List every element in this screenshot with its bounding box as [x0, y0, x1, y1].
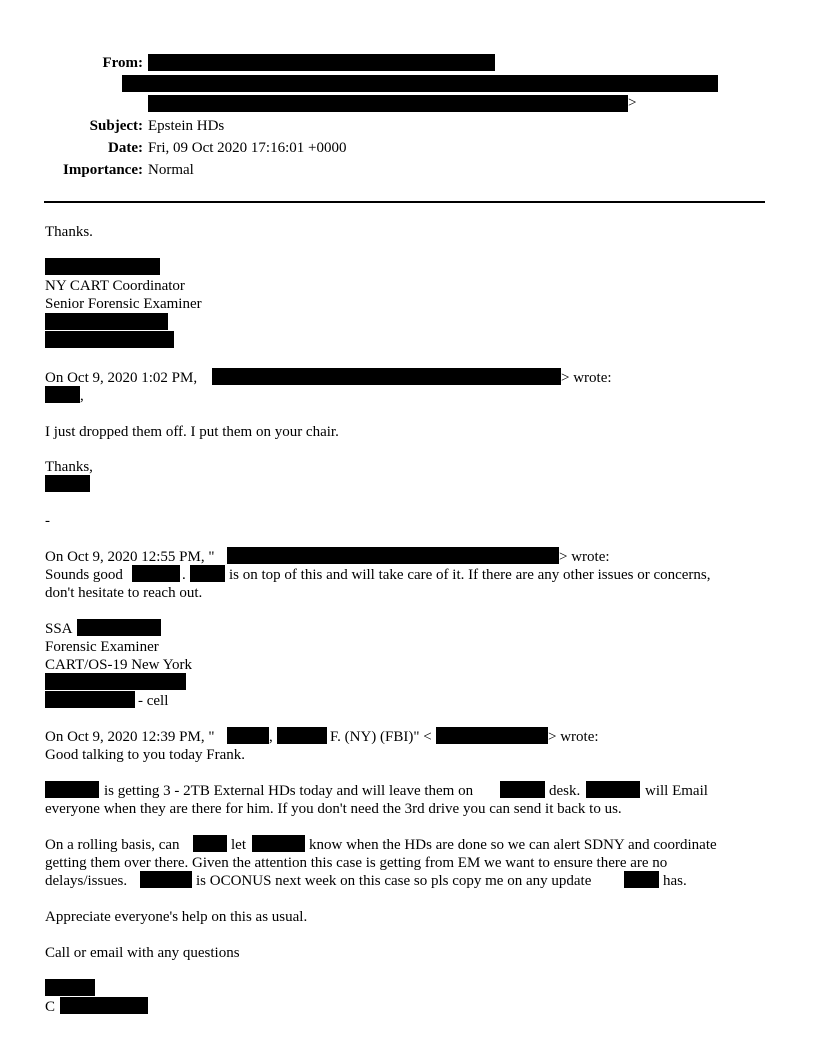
quote-text: Good talking to you today Frank. — [45, 747, 245, 763]
redaction-box — [132, 565, 180, 582]
redaction-box — [277, 727, 327, 744]
redaction-box — [45, 673, 186, 690]
quote-text: Thanks, — [45, 459, 93, 475]
quote-text: getting them over there. Given the attention this case is getting from EM we want to ensure there are no — [45, 855, 668, 871]
redaction-box — [227, 547, 559, 564]
redaction-box — [212, 368, 561, 385]
redaction-box — [227, 727, 269, 744]
quote-header: On Oct 9, 2020 12:55 PM, " — [45, 549, 215, 565]
signature-title: NY CART Coordinator — [45, 278, 185, 294]
importance-label: Importance: — [63, 162, 143, 178]
quote-text: Appreciate everyone's help on this as usual. — [45, 909, 308, 925]
quote-text: will Email — [645, 783, 708, 799]
redaction-box — [45, 475, 90, 492]
signature-title: SSA — [45, 621, 73, 637]
redaction-box — [252, 835, 305, 852]
quote-text: has. — [663, 873, 687, 889]
quote-text: know when the HDs are done so we can alert SDNY and coordinate — [309, 837, 717, 853]
quote-text: Sounds good — [45, 567, 123, 583]
signature-title: C — [45, 999, 56, 1015]
date-label: Date: — [108, 140, 143, 156]
signature-title: - cell — [138, 693, 169, 709]
redaction-box — [45, 781, 99, 798]
quote-text: desk. — [549, 783, 581, 799]
quote-header: , — [269, 729, 273, 745]
redaction-box — [586, 781, 640, 798]
quote-text: Call or email with any questions — [45, 945, 240, 961]
redaction-box — [193, 835, 227, 852]
quote-text: I just dropped them off. I put them on your chair. — [45, 424, 339, 440]
redaction-box — [45, 386, 80, 403]
from-address-tail: > — [628, 95, 637, 111]
quote-text: is getting 3 - 2TB External HDs today and will leave them on — [104, 783, 474, 799]
quote-text: , — [80, 388, 84, 404]
quote-text: delays/issues. — [45, 873, 128, 889]
quote-header: > wrote: — [559, 549, 610, 565]
redaction-box — [60, 997, 148, 1014]
reply-text: Thanks. — [45, 224, 93, 240]
redaction-box — [624, 871, 659, 888]
redaction-box — [436, 727, 548, 744]
quote-text: On a rolling basis, can — [45, 837, 180, 853]
redaction-box — [140, 871, 192, 888]
redaction-box — [45, 258, 160, 275]
redaction-box — [45, 331, 174, 348]
quote-header: > wrote: — [561, 370, 612, 386]
subject-label: Subject: — [89, 118, 143, 134]
quote-text: . — [182, 567, 186, 583]
redaction-box — [122, 75, 718, 92]
quote-text: - — [45, 513, 50, 529]
date-value: Fri, 09 Oct 2020 17:16:01 +0000 — [148, 140, 347, 156]
redaction-box — [77, 619, 161, 636]
redaction-box — [148, 95, 628, 112]
redaction-box — [45, 313, 168, 330]
quote-text: is OCONUS next week on this case so pls copy me on any update — [196, 873, 592, 889]
redaction-box — [45, 691, 135, 708]
quote-header: On Oct 9, 2020 1:02 PM, — [45, 370, 198, 386]
quote-header: F. (NY) (FBI)" < — [330, 729, 432, 745]
signature-title: Forensic Examiner — [45, 639, 159, 655]
signature-title: Senior Forensic Examiner — [45, 296, 202, 312]
quote-header: > wrote: — [548, 729, 599, 745]
redaction-box — [45, 979, 95, 996]
quote-text: don't hesitate to reach out. — [45, 585, 203, 601]
quote-text: is on top of this and will take care of it. If there are any other issues or concerns, — [229, 567, 711, 583]
from-label: From: — [102, 55, 143, 71]
redaction-box — [190, 565, 225, 582]
header-divider — [44, 201, 765, 203]
quote-text: everyone when they are there for him. If you don't need the 3rd drive you can send it back to us. — [45, 801, 622, 817]
redaction-box — [148, 54, 495, 71]
redaction-box — [500, 781, 545, 798]
signature-title: CART/OS-19 New York — [45, 657, 193, 673]
subject-value: Epstein HDs — [148, 118, 225, 134]
importance-value: Normal — [148, 162, 194, 178]
quote-header: On Oct 9, 2020 12:39 PM, " — [45, 729, 215, 745]
quote-text: let — [231, 837, 246, 853]
